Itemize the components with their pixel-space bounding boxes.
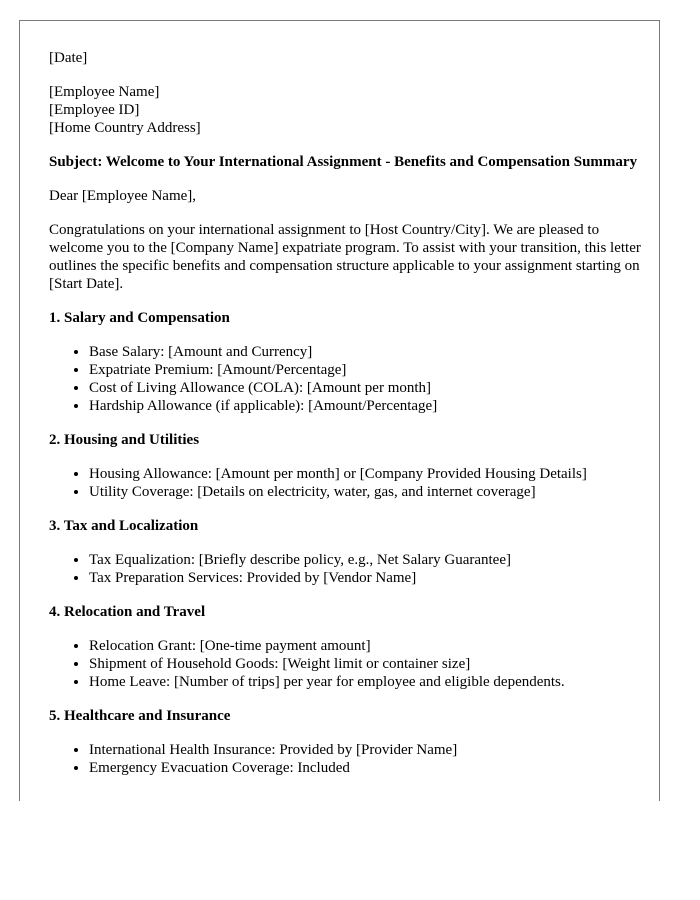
letter-content [49,49,644,793]
letter-date: [Date] [49,50,88,66]
section-heading: 4. Relocation and Travel [49,604,206,620]
section-list [49,637,644,691]
recipient-block [49,83,644,137]
list-item: • Shipment of Household Goods: [Weight limit or container size] [89,655,644,673]
letter-intro: Congratulations on your international assignment to [Host Country/City]. We are pleased to welcome you to the [Company Name] expatriate program. To assist with your transition, this letter outlines the specific benefits and compensation structure applicable to your assignment starting on [Start Date]. [49,222,641,292]
list-item: • Hardship Allowance (if applicable): [Amount/Percentage] [89,397,644,415]
recipient-address: [Home Country Address] [49,120,201,136]
list-item: • Expatriate Premium: [Amount/Percentage] [89,361,644,379]
letter-subject: Subject: Welcome to Your International Assignment - Benefits and Compensation Summary [49,154,638,170]
letter-page [19,20,660,801]
section-heading: 1. Salary and Compensation [49,310,230,326]
list-item: • International Health Insurance: Provided by [Provider Name] [89,741,644,759]
list-item: • Utility Coverage: [Details on electricity, water, gas, and internet coverage] [89,483,644,501]
section-heading: 5. Healthcare and Insurance [49,708,231,724]
section-list [49,741,644,777]
list-item: • Relocation Grant: [One-time payment amount] [89,637,644,655]
section-list [49,343,644,415]
list-item: • Tax Equalization: [Briefly describe policy, e.g., Net Salary Guarantee] [89,551,644,569]
list-item: • Cost of Living Allowance (COLA): [Amount per month] [89,379,644,397]
section-heading: 3. Tax and Localization [49,518,199,534]
list-item: • Base Salary: [Amount and Currency] [89,343,644,361]
list-item: • Home Leave: [Number of trips] per year for employee and eligible dependents. [89,673,644,691]
section-heading: 2. Housing and Utilities [49,432,200,448]
list-item: • Tax Preparation Services: Provided by [Vendor Name] [89,569,644,587]
recipient-id: [Employee ID] [49,102,140,118]
letter-salutation: Dear [Employee Name], [49,188,197,204]
list-item: • Emergency Evacuation Coverage: Included [89,759,644,777]
recipient-name: [Employee Name] [49,84,160,100]
section-list [49,551,644,587]
list-item: • Housing Allowance: [Amount per month] or [Company Provided Housing Details] [89,465,644,483]
section-list [49,465,644,501]
